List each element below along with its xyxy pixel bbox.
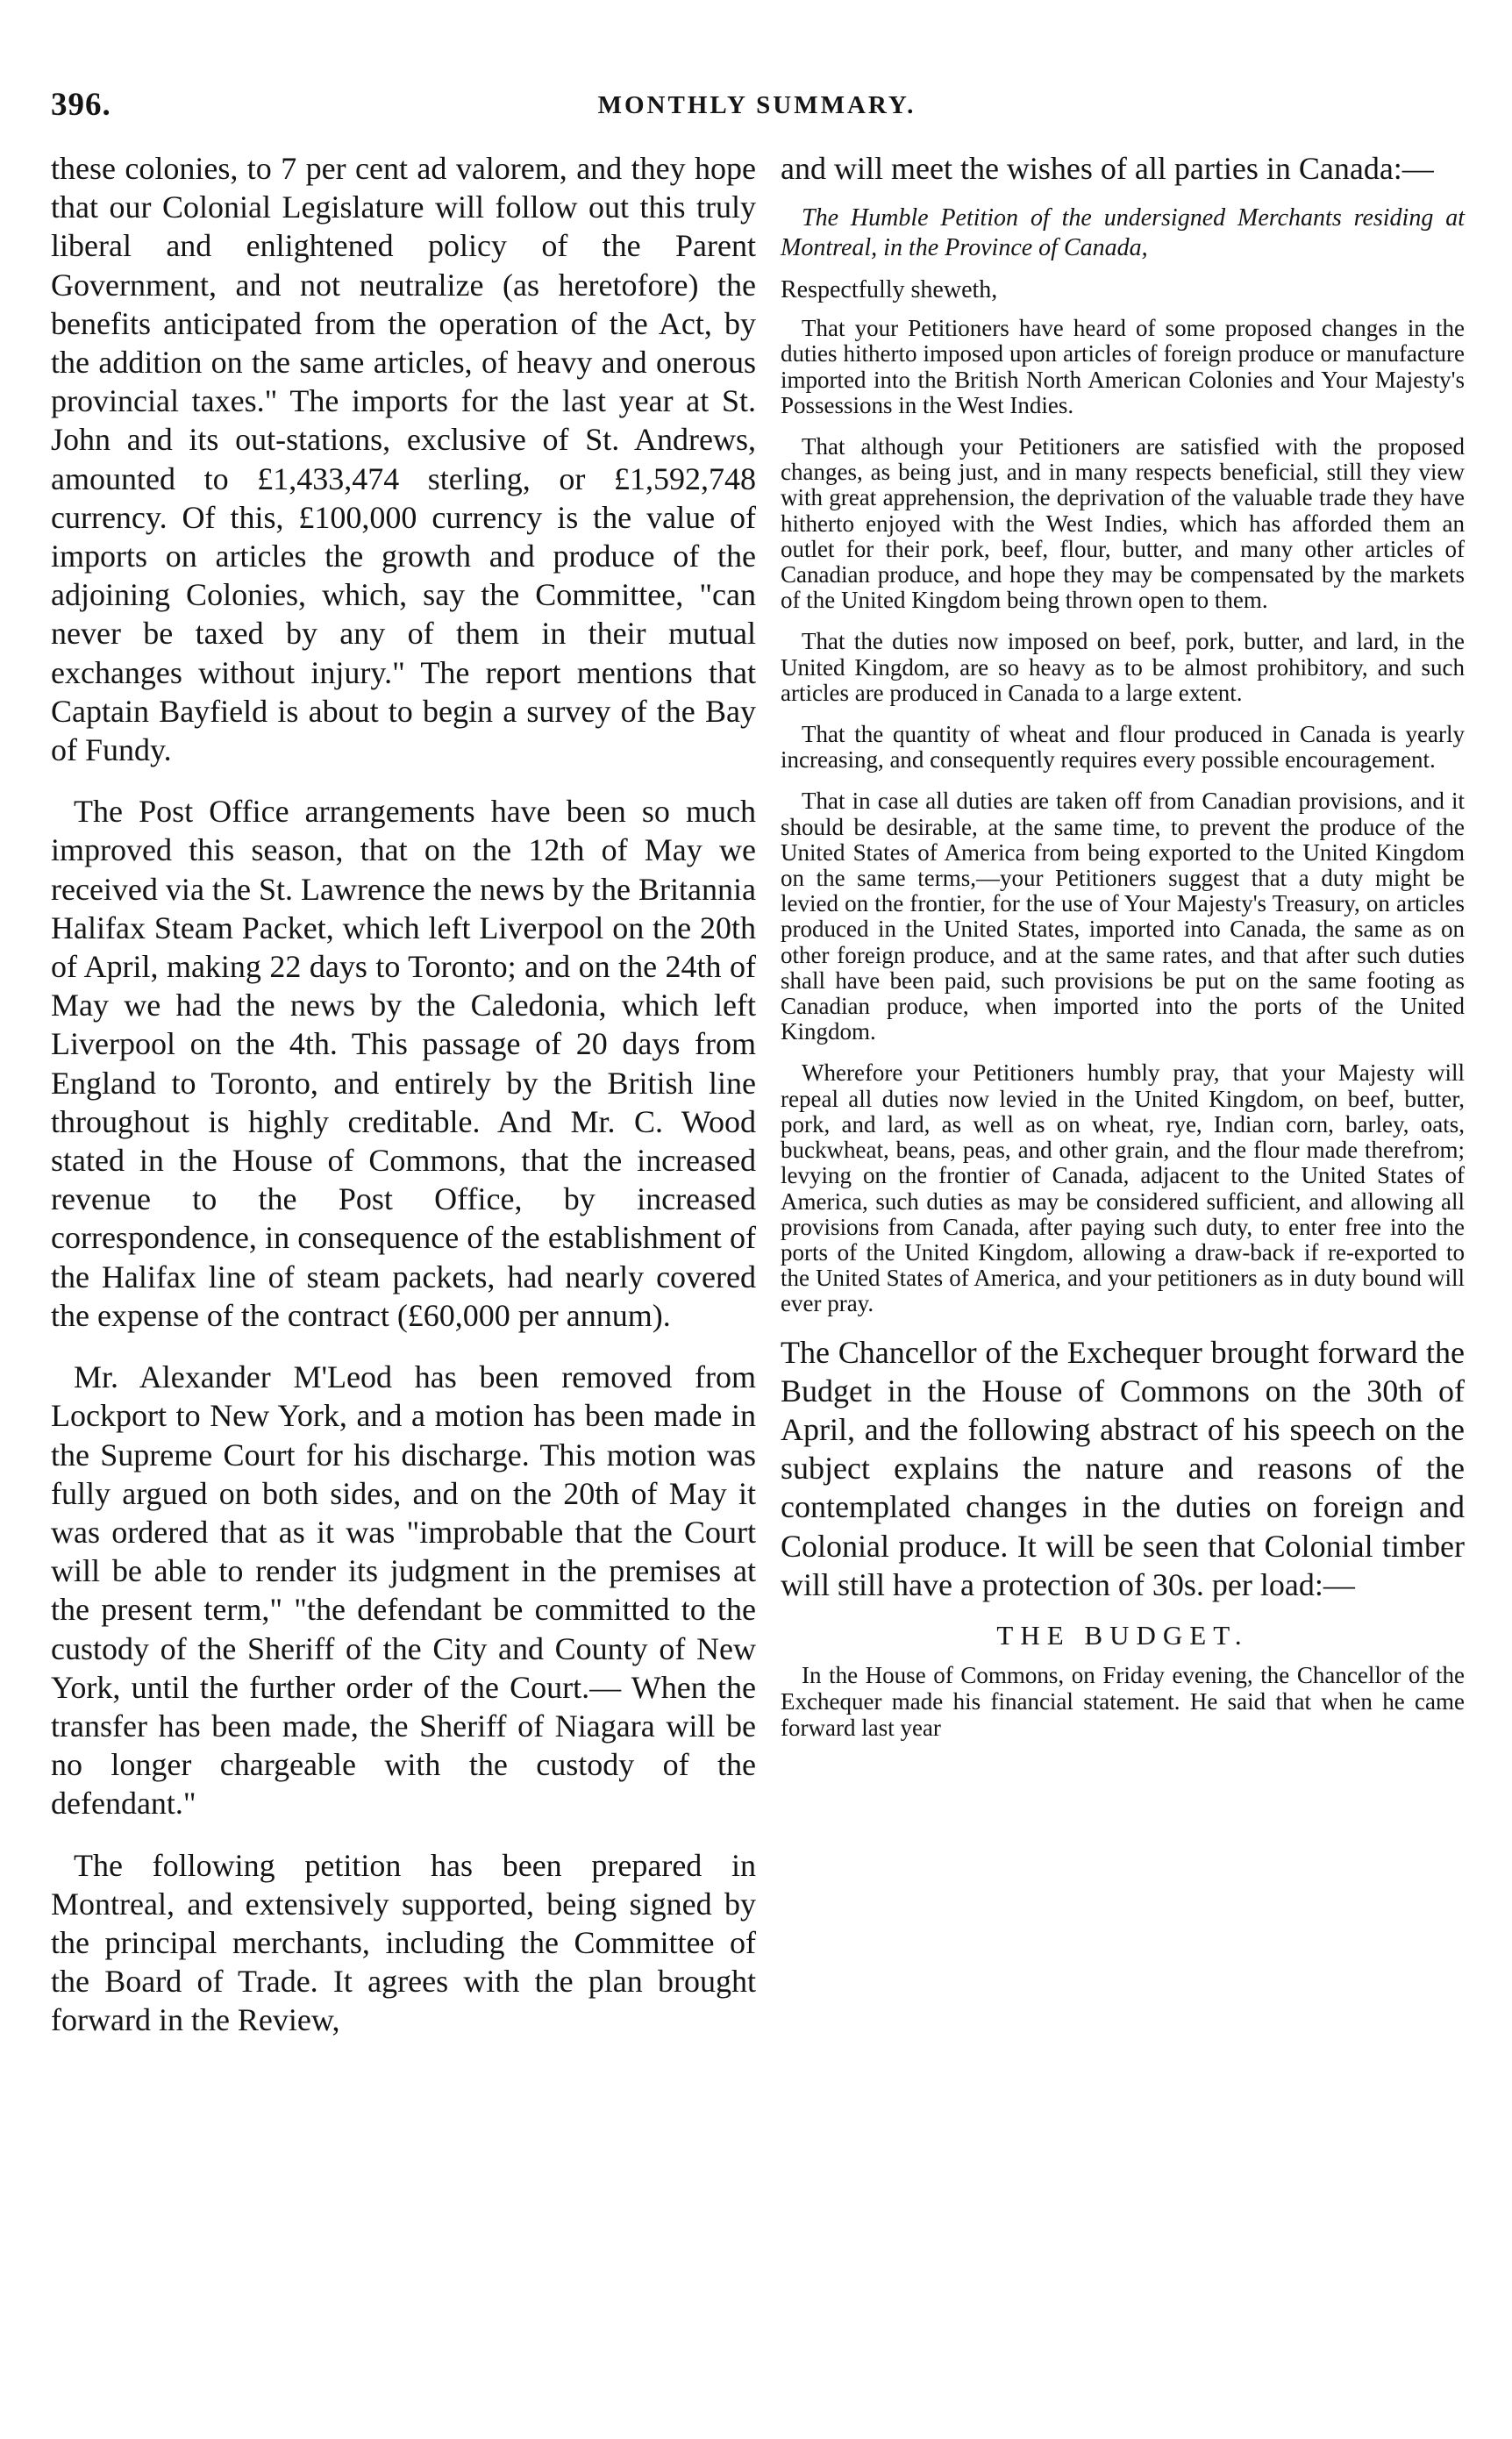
- page-number: 396.: [51, 87, 111, 123]
- paragraph-mcleod-case: Mr. Alexander M'Leod has been removed from Lockport to New York, and a motion has been made in the Supreme Court for his discharge. This motion was fully argued on both sides, and on the 20th of May it was ordered that as it was "improbable that the Court will be able to render its judgment in the premises at the present term," "the defendant be committed to the custody of the Sheriff of the City and County of New York, until the further order of the Court.— When the transfer has been made, the Sheriff of Niagara will be no longer chargeable with the custody of the defendant.": [51, 1359, 756, 1822]
- running-title: MONTHLY SUMMARY.: [597, 91, 916, 119]
- paragraph-budget-intro: The Chancellor of the Exchequer brought forward the Budget in the House of Commons on the 30th of April, and the following abstract of his speech on the subject explains the nature and reasons of the contemplated changes in the duties on foreign and Colonial produce. It will be seen that Colonial timber will still have a protection of 30s. per load:—: [781, 1334, 1465, 1602]
- petition-salutation: Respectfully sheweth,: [781, 276, 998, 304]
- paragraph-petition-intro: The following petition has been prepared in Montreal, and extensively supported, being signed by the principal merchants, including the Committee of the Board of Trade. It agrees with the plan brought forward in the Review,: [51, 1847, 756, 2038]
- left-column: [51, 149, 756, 2394]
- paragraph-post-office: The Post Office arrangements have been so much improved this season, that on the 12th of May we received via the St. Lawrence the news by the Britannia Halifax Steam Packet, which left Liverpool on the 20th of April, making 22 days to Toronto; and on the 24th of May we had the news by the Caledonia, which left Liverpool on the 4th. This passage of 20 days from England to Toronto, and entirely by the British line throughout is highly creditable. And Mr. C. Wood stated in the House of Commons, that the increased revenue to the Post Office, by increased correspondence, in consequence of the establishment of the Halifax line of steam packets, had nearly covered the expense of the contract (£60,000 per annum).: [51, 794, 756, 1333]
- page-header: [51, 86, 1463, 130]
- petition-title: The Humble Petition of the undersigned Merchants residing at Montreal, in the Province of Canada,: [781, 204, 1465, 262]
- petition-paragraph: That in case all duties are taken off from Canadian provisions, and it should be desirable, at the same time, to prevent the produce of the United States of America from being exported to the United Kingdom on the same terms,—your Petitioners suggest that a duty might be levied on the frontier, for the use of Your Majesty's Treasury, on articles produced in the United States, imported into Canada, the same as on other foreign produce, and at the same rates, and that after such duties shall have been paid, such provisions be put on the same footing as Canadian produce, when imported into the ports of the United Kingdom.: [781, 788, 1465, 1045]
- petition-paragraph: That the duties now imposed on beef, pork, butter, and lard, in the United Kingdom, are so heavy as to be almost prohibitory, and such articles are produced in Canada to a large extent.: [781, 628, 1465, 706]
- petition-paragraph: That although your Petitioners are satisfied with the proposed changes, as being just, and in many respects beneficial, still they view with great apprehension, the deprivation of the valuable trade they have hitherto enjoyed with the West Indies, which has afforded them an outlet for their pork, beef, flour, butter, and many other articles of Canadian produce, and hope they may be compensated by the markets of the United Kingdom being thrown open to them.: [781, 433, 1465, 614]
- right-column: [781, 149, 1465, 2394]
- budget-heading: THE BUDGET.: [996, 1619, 1249, 1651]
- petition-paragraph: That your Petitioners have heard of some proposed changes in the duties hitherto imposed upon articles of foreign produce or manufacture imported into the British North American Colonies and Your Majesty's Possessions in the West Indies.: [781, 315, 1465, 418]
- paragraph-budget-speech: In the House of Commons, on Friday evening, the Chancellor of the Exchequer made his financial statement. He said that when he came forward last year: [781, 1661, 1465, 1741]
- petition-prayer: Wherefore your Petitioners humbly pray, that your Majesty will repeal all duties now levied in the United Kingdom, on beef, butter, pork, and lard, as well as on wheat, rye, Indian corn, barley, oats, buckwheat, beans, peas, and other grain, and the flour made therefrom; levying on the frontier of Canada, adjacent to the United States of America, such duties as may be considered sufficient, and allowing all provisions from Canada, after paying such duty, to enter free into the ports of the United Kingdom, allowing a draw-back if re-exported to the United States of America, and your petitioners as in duty bound will ever pray.: [781, 1059, 1465, 1317]
- paragraph-colonial-duties: these colonies, to 7 per cent ad valorem, and they hope that our Colonial Legislature will follow out this truly liberal and enlightened policy of the Parent Government, and not neutralize (as heretofore) the benefits anticipated from the operation of the Act, by the addition on the same articles, of heavy and onerous provincial taxes." The imports for the last year at St. John and its out-stations, exclusive of St. Andrews, amounted to £1,433,474 sterling, or £1,592,748 currency. Of this, £100,000 currency is the value of imports on articles the growth and produce of the adjoining Colonies, which, say the Committee, "can never be taxed by any of them in their mutual exchanges without injury." The report mentions that Captain Bayfield is about to begin a survey of the Bay of Fundy.: [51, 151, 756, 768]
- petition-paragraph: That the quantity of wheat and flour produced in Canada is yearly increasing, and consequently requires every possible encouragement.: [781, 721, 1465, 774]
- paragraph-petition-continuation: and will meet the wishes of all parties in Canada:—: [781, 151, 1434, 186]
